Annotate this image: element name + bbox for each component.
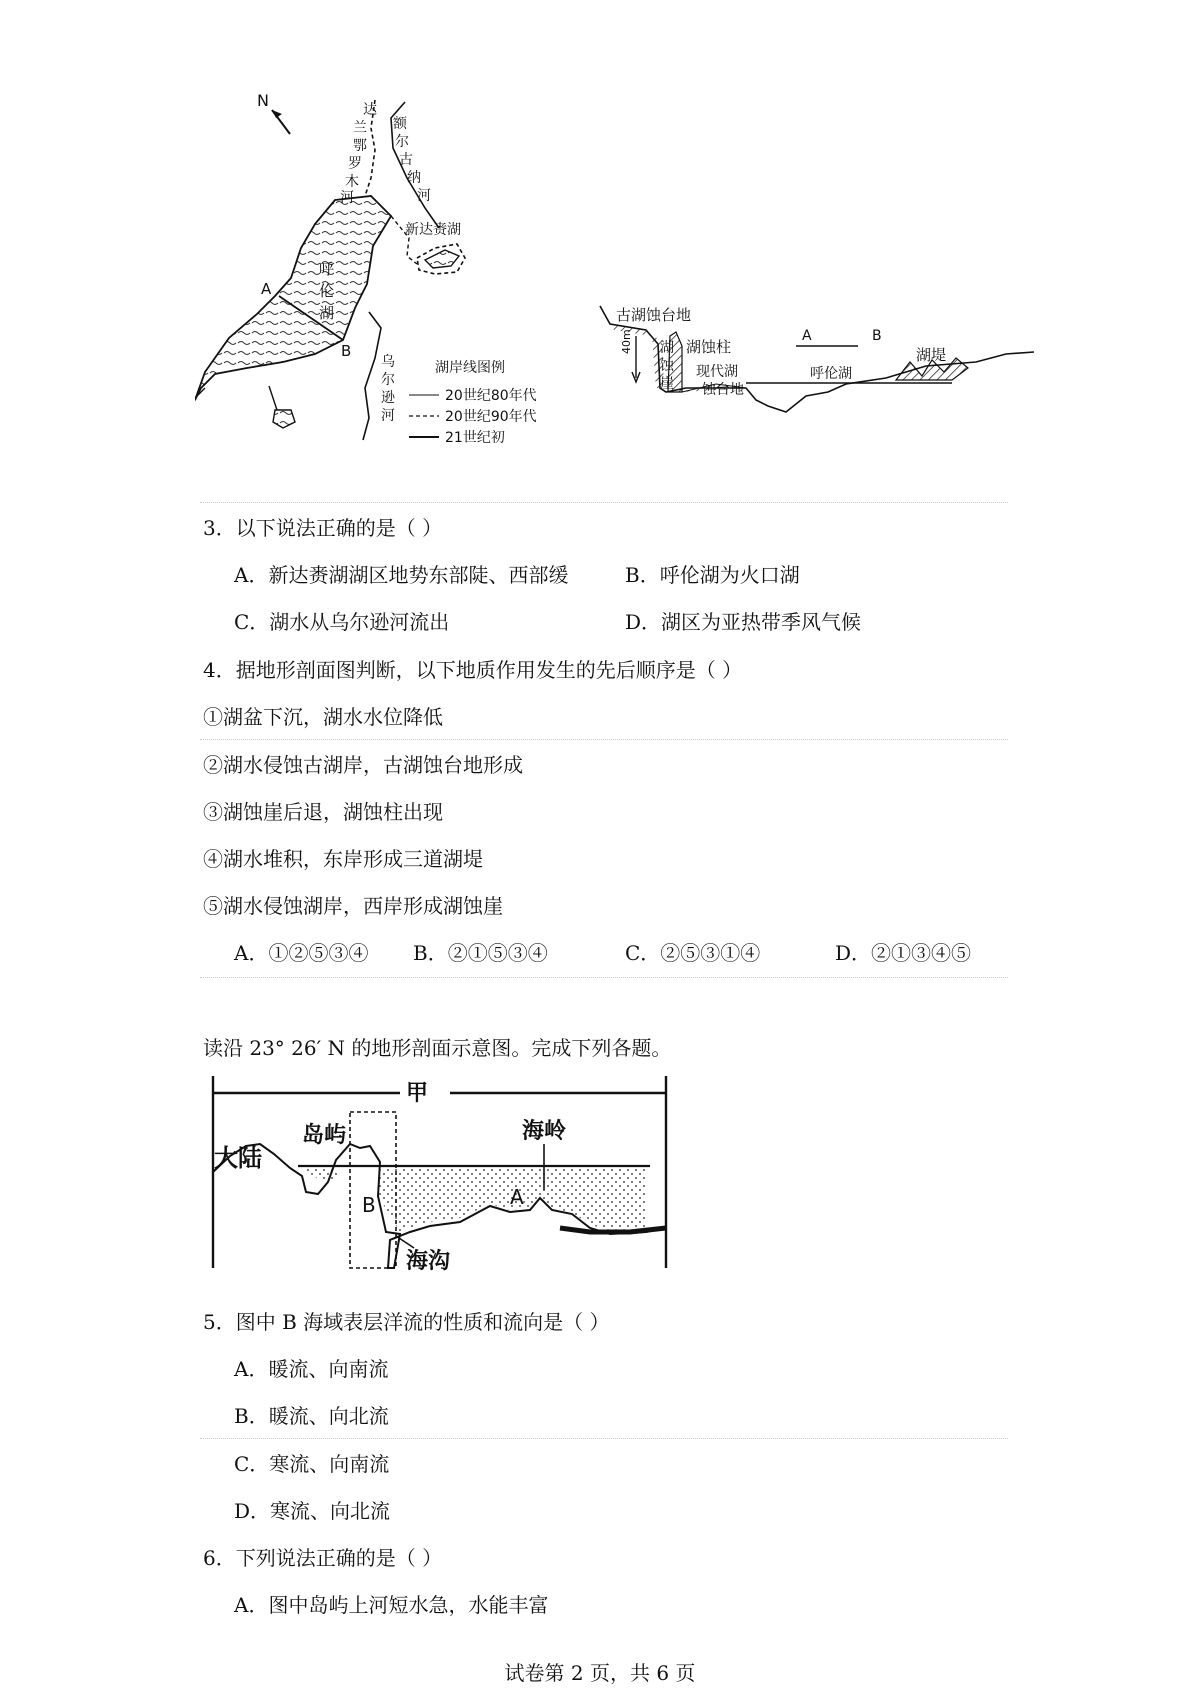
svg-text:木: 木 — [345, 174, 359, 190]
point-a-label: A — [261, 280, 272, 298]
ridge-label: 海岭 — [522, 1119, 567, 1144]
svg-text:古: 古 — [399, 152, 413, 168]
svg-text:蚀: 蚀 — [660, 358, 674, 374]
urxun-river — [363, 312, 381, 440]
ocean-profile-figure — [210, 1072, 670, 1272]
svg-text:呼: 呼 — [319, 260, 335, 278]
q3-option-c[interactable]: C．湖水从乌尔逊河流出 — [234, 610, 450, 634]
xindalai-lake-label: 新达赉湖 — [405, 222, 461, 238]
svg-text:兰: 兰 — [353, 120, 367, 136]
svg-text:尔: 尔 — [395, 134, 409, 150]
q4-option-c[interactable]: C．②⑤③①④ — [625, 941, 761, 965]
point-b-label: B — [341, 342, 352, 360]
q3-option-d[interactable]: D．湖区为亚热带季风气候 — [625, 610, 862, 634]
q4-item-5: ⑤湖水侵蚀湖岸，西岸形成湖蚀崖 — [203, 894, 503, 918]
svg-text:乌: 乌 — [381, 354, 395, 370]
cliff-label — [660, 340, 675, 392]
svg-text:鄂: 鄂 — [353, 138, 367, 154]
q4-option-b[interactable]: B．②①⑤③④ — [413, 941, 548, 965]
lake-profile-figure — [596, 296, 1036, 456]
b-sea-label: B — [362, 1193, 376, 1217]
q4-item-1: ①湖盆下沉，湖水水位降低 — [203, 705, 443, 729]
svg-text:额: 额 — [393, 116, 407, 132]
svg-text:21世纪初: 21世纪初 — [445, 430, 505, 446]
q4-item-2: ②湖水侵蚀古湖岸，古湖蚀台地形成 — [203, 753, 523, 777]
q3-option-b[interactable]: B．呼伦湖为火口湖 — [625, 563, 800, 587]
svg-text:湖岸线图例: 湖岸线图例 — [435, 360, 505, 376]
hulun-lake-label — [319, 260, 334, 322]
island-label: 岛屿 — [302, 1123, 347, 1148]
small-lake — [273, 410, 295, 428]
shoreline-legend — [409, 359, 537, 446]
svg-text:罗: 罗 — [348, 156, 362, 172]
question-4-stem: 4．据地形剖面图判断，以下地质作用发生的先后顺序是（ ） — [203, 658, 743, 682]
svg-text:崖: 崖 — [660, 376, 674, 392]
question-3-stem: 3．以下说法正确的是（ ） — [203, 516, 443, 540]
page-footer: 试卷第 2 页，共 6 页 — [504, 1661, 696, 1685]
north-label: N — [257, 91, 269, 110]
svg-text:河: 河 — [417, 188, 431, 204]
hulun-lake — [195, 196, 391, 400]
q4-item-3: ③湖蚀崖后退，湖蚀柱出现 — [203, 800, 443, 824]
dalan-river-label — [340, 101, 377, 206]
q6-option-a[interactable]: A．图中岛屿上河短水急，水能丰富 — [234, 1593, 549, 1617]
a-ridge-label: A — [510, 1185, 524, 1209]
svg-text:尔: 尔 — [381, 372, 395, 388]
modern-platform-label-2: 蚀台地 — [702, 382, 744, 398]
trench-label: 海沟 — [406, 1249, 451, 1272]
svg-text:20世纪90年代: 20世纪90年代 — [445, 409, 537, 425]
q5-option-d[interactable]: D．寒流、向北流 — [234, 1499, 391, 1523]
q5-option-b[interactable]: B．暖流、向北流 — [234, 1404, 389, 1428]
svg-text:逊: 逊 — [381, 390, 395, 406]
pillar-label: 湖蚀柱 — [686, 338, 732, 356]
mainland-label: 大陆 — [214, 1144, 262, 1172]
jia-label: 甲 — [406, 1081, 429, 1106]
q4-item-4: ④湖水堆积，东岸形成三道湖堤 — [203, 847, 483, 871]
question-6-stem: 6．下列说法正确的是（ ） — [203, 1546, 443, 1570]
profile-a-label: A — [802, 328, 812, 344]
lake-dike-label: 湖堤 — [916, 346, 947, 364]
q3-option-a[interactable]: A．新达赉湖湖区地势东部陡、西部缓 — [234, 563, 569, 587]
q5-option-c[interactable]: C．寒流、向南流 — [234, 1452, 390, 1476]
q4-option-a[interactable]: A．①②⑤③④ — [234, 941, 369, 965]
profile-lake-label: 呼伦湖 — [810, 366, 852, 382]
q5-option-a[interactable]: A．暖流、向南流 — [234, 1357, 389, 1381]
ergun-river-label — [393, 115, 431, 204]
svg-text:河: 河 — [381, 408, 395, 424]
svg-text:湖: 湖 — [660, 340, 674, 356]
svg-text:湖: 湖 — [319, 304, 335, 322]
lake-map-figure — [195, 88, 635, 488]
modern-platform-label-1: 现代湖 — [696, 364, 738, 380]
svg-text:纳: 纳 — [407, 170, 421, 186]
svg-text:达: 达 — [363, 102, 377, 118]
profile-b-label: B — [872, 328, 882, 344]
svg-text:河: 河 — [340, 190, 354, 206]
urxun-river-label — [381, 354, 396, 424]
q4-option-d[interactable]: D．②①③④⑤ — [835, 941, 972, 965]
depth-label: 40m — [620, 329, 633, 354]
svg-text:20世纪80年代: 20世纪80年代 — [445, 388, 537, 404]
question-5-stem: 5．图中 B 海域表层洋流的性质和流向是（ ） — [203, 1310, 610, 1334]
ancient-platform-label: 古湖蚀台地 — [616, 306, 692, 324]
section-intro: 读沿 23° 26′ N 的地形剖面示意图。完成下列各题。 — [203, 1036, 672, 1060]
svg-text:伦: 伦 — [319, 282, 335, 300]
